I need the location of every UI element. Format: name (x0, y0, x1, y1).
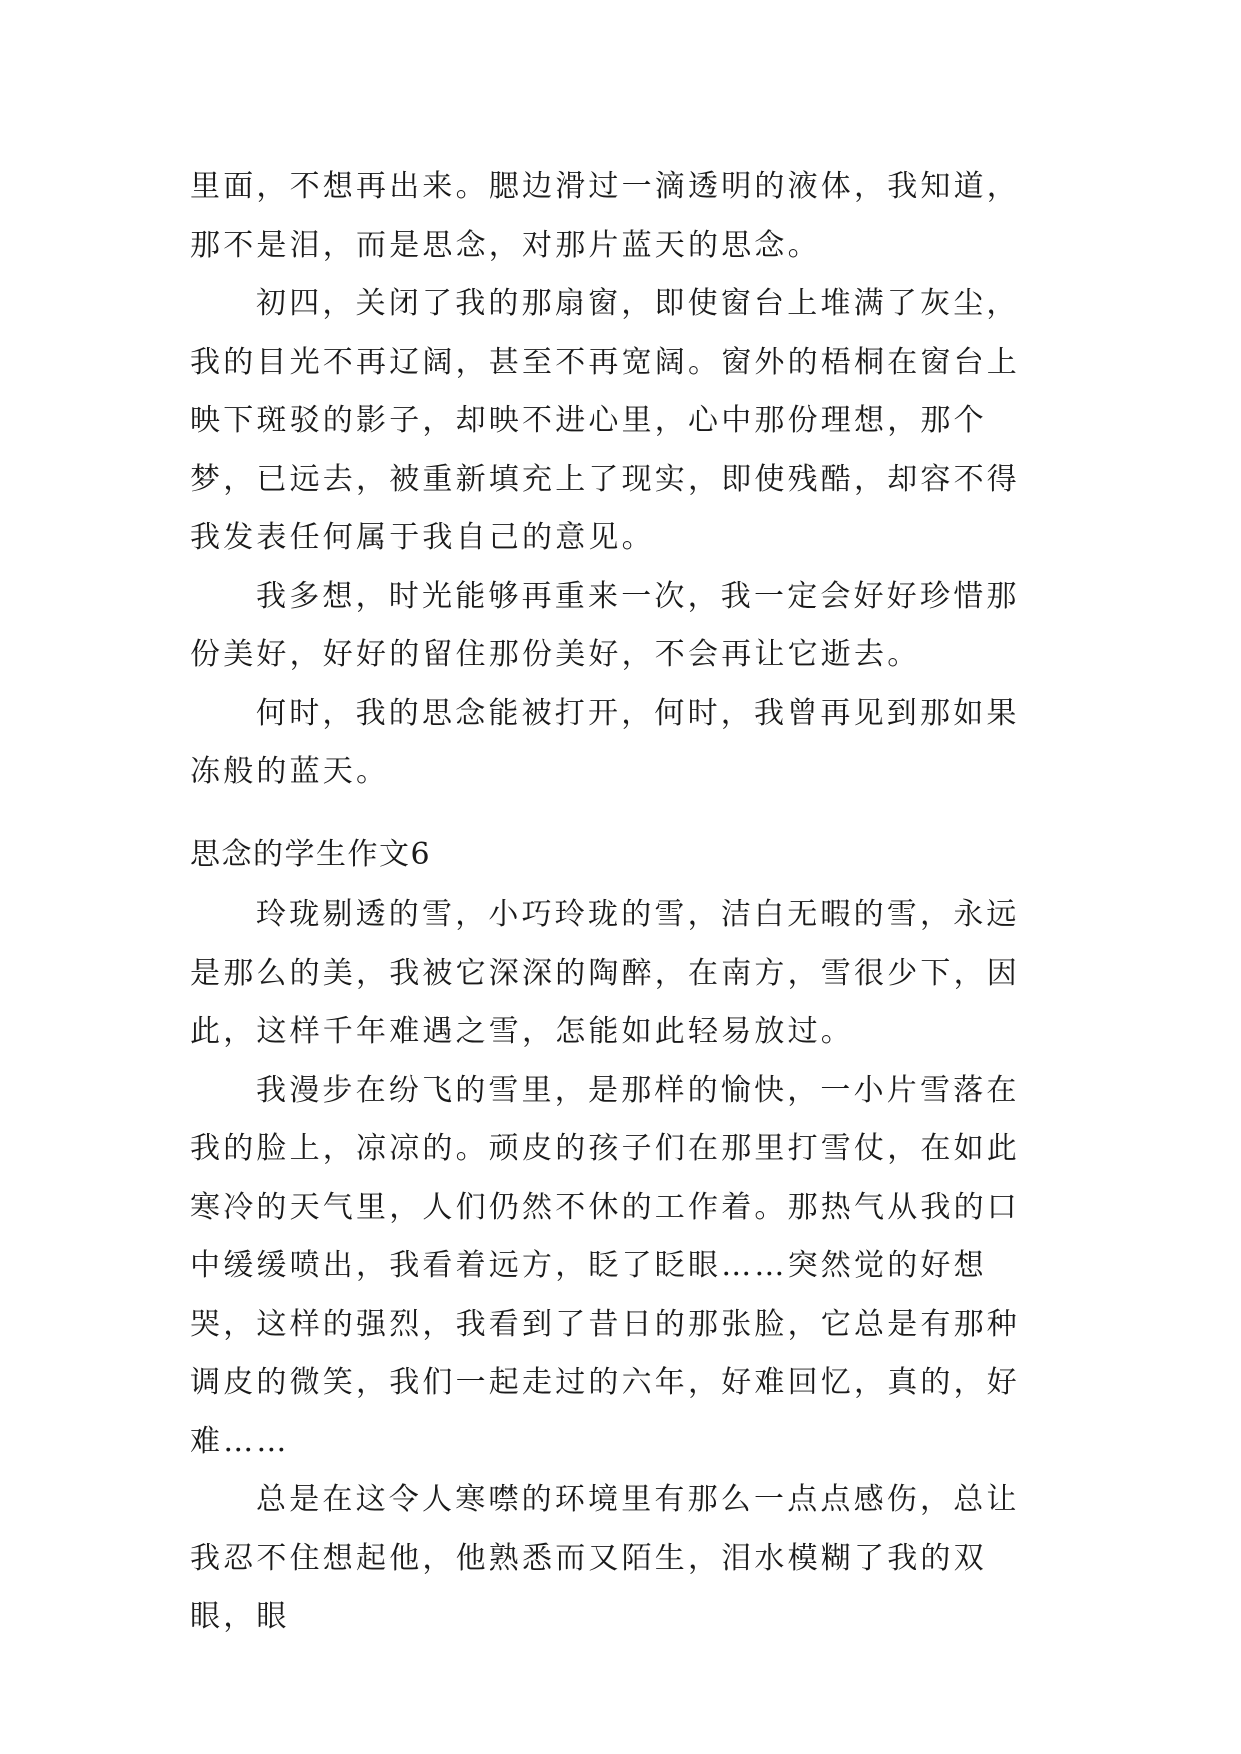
paragraph: 何时，我的思念能被打开，何时，我曾再见到那如果冻般的蓝天。 (190, 695, 1020, 789)
paragraph: 玲珑剔透的雪，小巧玲珑的雪，洁白无暇的雪，永远是那么的美，我被它深深的陶醉，在南方，雪很少下，因此，这样千年难遇之雪，怎能如此轻易放过。 (190, 897, 1020, 1049)
paragraph: 里面，不想再出来。腮边滑过一滴透明的液体，我知道，那不是泪，而是思念，对那片蓝天的思念。 (190, 169, 1020, 263)
paragraph: 总是在这令人寒噤的环境里有那么一点点感伤，总让我忍不住想起他，他熟悉而又陌生，泪水模糊了我的双眼，眼 (190, 1482, 1020, 1634)
essay-title: 思念的学生作文6 (190, 837, 432, 872)
paragraph: 我多想，时光能够再重来一次，我一定会好好珍惜那份美好，好好的留住那份美好，不会再让它逝去。 (190, 578, 1020, 672)
paragraph: 我漫步在纷飞的雪里，是那样的愉快，一小片雪落在我的脸上，凉凉的。顽皮的孩子们在那里打雪仗，在如此寒冷的天气里，人们仍然不休的工作着。那热气从我的口中缓缓喷出，我看着远方，眨了眨眼……突然觉的好想哭，这样的强烈，我看到了昔日的那张脸，它总是有那种调皮的微笑，我们一起走过的六年，好难回忆，真的，好难…… (190, 1072, 1020, 1459)
essay-body (190, 886, 1050, 1647)
essay-continuation (190, 158, 1050, 802)
paragraph: 初四，关闭了我的那扇窗，即使窗台上堆满了灰尘，我的目光不再辽阔，甚至不再宽阔。窗外的梧桐在窗台上映下斑驳的影子，却映不进心里，心中那份理想，那个梦，已远去，被重新填充上了现实，即使残酷，却容不得我发表任何属于我自己的意见。 (190, 286, 1020, 555)
